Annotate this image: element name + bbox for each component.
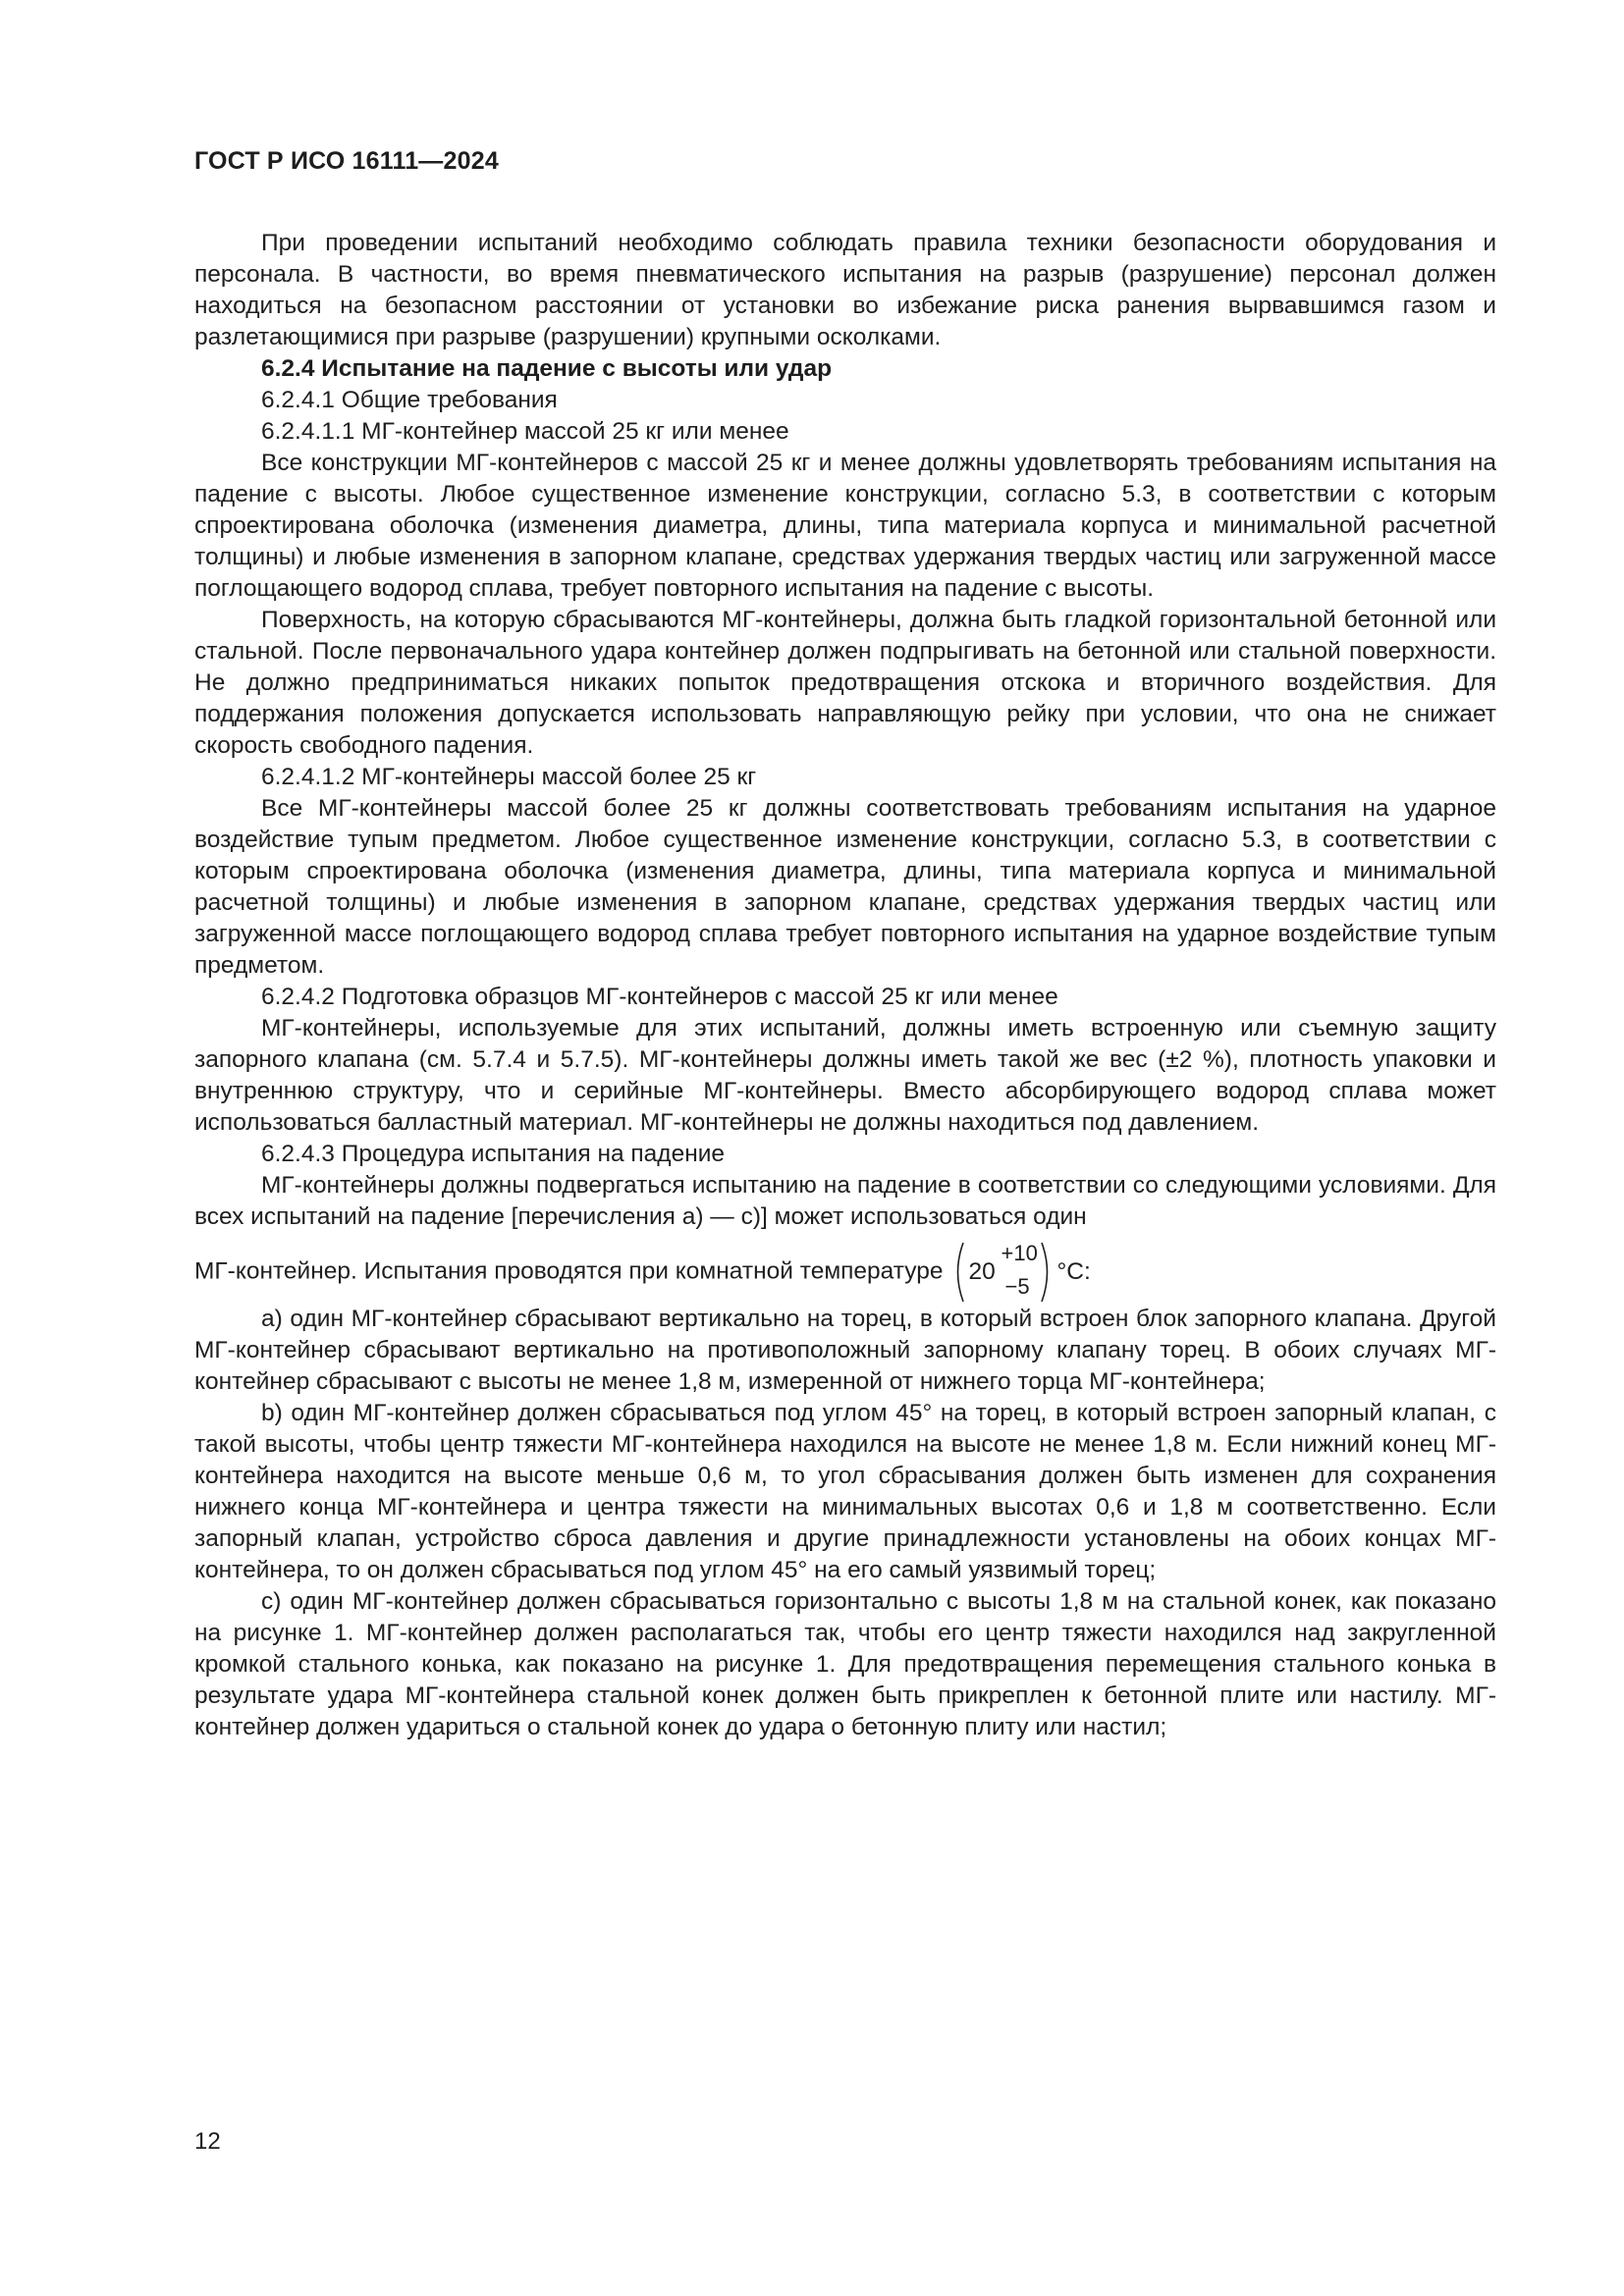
paragraph-drop-procedure: МГ-контейнеры должны подвергаться испытанию на падение в соответствии со следующими условиями. Для всех испытаний на падение [перечисления а) — с)] может использоваться один — [194, 1172, 1496, 1230]
paragraph-drop-surface: Поверхность, на которую сбрасываются МГ-контейнеры, должна быть гладкой горизонтальной бетонной или стальной. После первоначального удара контейнер должен подпрыгивать на бетонной или стальной поверхности. Не должно предприниматься никаких попыток предотвращения отскока и вторичного воздействия. Для поддержания положения допускается использовать направляющую рейку при условии, что она не снижает скорость свободного падения. — [194, 607, 1496, 759]
temperature-formula — [951, 1241, 1054, 1304]
section-heading-6-2-4-1-2: 6.2.4.1.2 МГ-контейнеры массой более 25 кг — [261, 764, 757, 790]
list-item-b: b) один МГ-контейнер должен сбрасываться под углом 45° на торец, в который встроен запорный клапан, с такой высоты, чтобы центр тяжести МГ-контейнера находился на высоте не менее 1,8 м. Если нижний конец МГ-контейнера находится на высоте меньше 0,6 м, то угол сбрасывания должен быть изменен для сохранения нижнего конца МГ-контейнера и центра тяжести на минимальных высотах 0,6 и 1,8 м соответственно. Если запорный клапан, устройство сброса давления и другие принадлежности установлены на обоих концах МГ-контейнера, то он должен сбрасываться под углом 45° на его самый уязвимый торец; — [194, 1400, 1496, 1583]
right-parenthesis — [1040, 1241, 1054, 1304]
section-heading-6-2-4: 6.2.4 Испытание на падение с высоты или удар — [261, 355, 833, 382]
paragraph-heavy-containers: Все МГ-контейнеры массой более 25 кг должны соответствовать требованиям испытания на ударное воздействие тупым предметом. Любое существенное изменение конструкции, согласно 5.3, в соответствии с которым спроектирована оболочка (изменения диаметра, длины, типа материала корпуса и минимальной расчетной толщины) и любые изменения в запорном клапане, средствах удержания твердых частиц или загруженной массе поглощающего водород сплава требует повторного испытания на ударное воздействие тупым предметом. — [194, 795, 1496, 979]
temperature-lower-tolerance: −5 — [1004, 1274, 1030, 1299]
list-item-c: с) один МГ-контейнер должен сбрасываться горизонтально с высоты 1,8 м на стальной конек, как показано на рисунке 1. МГ-контейнер должен располагаться так, чтобы его центр тяжести находился над закругленной кромкой стального конька, как показано на рисунке 1. Для предотвращения перемещения стального конька в результате удара МГ-контейнера стальной конек должен быть прикреплен к бетонной плите или настилу. МГ-контейнер должен удариться о стальной конек до удара о бетонную плиту или настил; — [194, 1588, 1496, 1740]
paragraph-light-containers: Все конструкции МГ-контейнеров с массой 25 кг и менее должны удовлетворять требованиям испытания на падение с высоты. Любое существенное изменение конструкции, согласно 5.3, в соответствии с которым спроектирована оболочка (изменения диаметра, длины, типа материала корпуса и минимальной расчетной толщины) и любые изменения в запорном клапане, средствах удержания твердых частиц или загруженной массе поглощающего водород сплава, требует повторного испытания на падение с высоты. — [194, 450, 1496, 602]
temperature-upper-tolerance: +10 — [1001, 1241, 1038, 1265]
temperature-base: 20 — [968, 1258, 996, 1285]
section-heading-6-2-4-1-1: 6.2.4.1.1 МГ-контейнер массой 25 кг или менее — [261, 418, 789, 445]
list-item-a: а) один МГ-контейнер сбрасывают вертикально на торец, в который встроен блок запорного клапана. Другой МГ-контейнер сбрасывают вертикально на противоположный запорному клапану торец. В обоих случаях МГ-контейнер сбрасывают с высоты не менее 1,8 м, измеренной от нижнего торца МГ-контейнера; — [194, 1306, 1496, 1395]
temperature-line — [194, 1241, 1496, 1299]
document-body — [194, 228, 1496, 1743]
section-heading-6-2-4-3: 6.2.4.3 Процедура испытания на падение — [261, 1141, 726, 1167]
temperature-text: МГ-контейнер. Испытания проводятся при комнатной температуре — [194, 1257, 944, 1285]
page-number: 12 — [194, 2128, 221, 2155]
left-parenthesis — [951, 1241, 965, 1304]
document-header: ГОСТ Р ИСО 16111—2024 — [194, 147, 499, 175]
safety-paragraph: При проведении испытаний необходимо соблюдать правила техники безопасности оборудования и персонала. В частности, во время пневматического испытания на разрыв (разрушение) персонал должен находиться на безопасном расстоянии от установки во избежание риска ранения вырвавшимся газом и разлетающимися при разрыве (разрушении) крупными осколками. — [194, 230, 1496, 350]
section-heading-6-2-4-1: 6.2.4.1 Общие требования — [261, 387, 558, 413]
section-heading-6-2-4-2: 6.2.4.2 Подготовка образцов МГ-контейнеров с массой 25 кг или менее — [261, 984, 1058, 1010]
temperature-unit: °С: — [1056, 1258, 1091, 1285]
paragraph-sample-preparation: МГ-контейнеры, используемые для этих испытаний, должны иметь встроенную или съемную защиту запорного клапана (см. 5.7.4 и 5.7.5). МГ-контейнеры должны иметь такой же вес (±2 %), плотность упаковки и внутреннюю структуру, что и серийные МГ-контейнеры. Вместо абсорбирующего водород сплава может использоваться балластный материал. МГ-контейнеры не должны находиться под давлением. — [194, 1015, 1496, 1136]
